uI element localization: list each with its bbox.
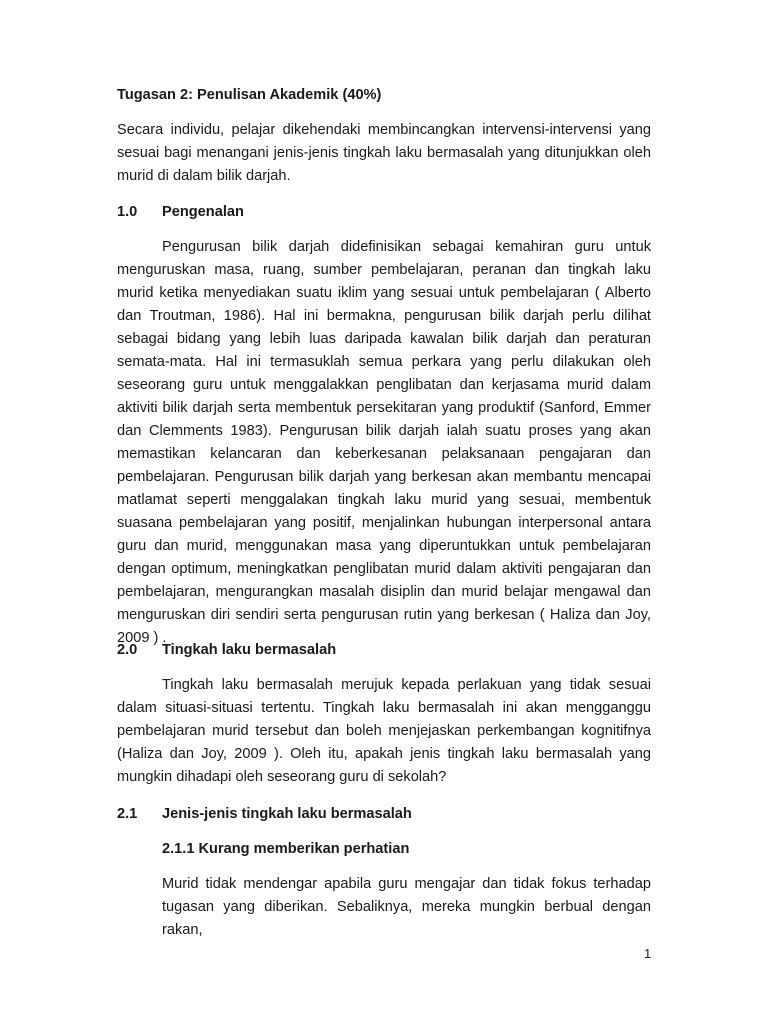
section-2-1-number: 2.1 bbox=[117, 806, 138, 822]
section-1-heading bbox=[117, 201, 244, 224]
page-number: 1 bbox=[644, 946, 652, 961]
document-title: Tugasan 2: Penulisan Akademik (40%) bbox=[117, 87, 382, 103]
section-2-1-title: Jenis-jenis tingkah laku bermasalah bbox=[162, 806, 412, 822]
sub-heading-2-1-1: 2.1.1 Kurang memberikan perhatian bbox=[162, 841, 410, 857]
section-2-title: Tingkah laku bermasalah bbox=[162, 642, 337, 658]
intro-paragraph: Secara individu, pelajar dikehendaki membincangkan intervensi-intervensi yang sesuai bagi menangani jenis-jenis tingkah laku bermasalah yang ditunjukkan oleh murid di dalam bilik darjah. bbox=[117, 122, 651, 184]
section-2-1-1-paragraph: Murid tidak mendengar apabila guru mengajar dan tidak fokus terhadap tugasan yang diberikan. Sebaliknya, mereka mungkin berbual dengan rakan, bbox=[162, 876, 651, 938]
section-1-paragraph: Pengurusan bilik darjah didefinisikan sebagai kemahiran guru untuk menguruskan masa, ruang, sumber pembelajaran, peranan dan tingkah laku murid ketika menyediakan suatu iklim yang sesuai untuk pembelajaran ( Alberto dan Troutman, 1986). Hal ini bermakna, pengurusan bilik darjah perlu dilihat sebagai bidang yang lebih luas daripada kawalan bilik darjah dan peraturan semata-mata. Hal ini termasuklah semua perkara yang perlu dilakukan oleh seseorang guru untuk menggalakkan penglibatan dan kerjasama murid dalam aktiviti bilik darjah serta membentuk persekitaran yang produktif (Sanford, Emmer dan Clemments 1983). Pengurusan bilik darjah ialah suatu proses yang akan memastikan kelancaran dan keberkesanan pelaksanaan pengajaran dan pembelajaran. Pengurusan bilik darjah yang berkesan akan membantu mencapai matlamat seperti menggalakan tingkah laku murid yang sesuai, membentuk suasana pembelajaran yang positif, menjalinkan hubungan interpersonal antara guru dan murid, menggunakan masa yang diperuntukkan untuk pembelajaran dengan optimum, meningkatkan penglibatan murid dalam aktiviti pengajaran dan pembelajaran, mengurangkan masalah disiplin dan murid belajar mengawal dan menguruskan diri sendiri serta pengurusan rutin yang berkesan ( Haliza dan Joy, 2009 ) . bbox=[117, 239, 651, 646]
section-1-number: 1.0 bbox=[117, 204, 138, 220]
section-2-1-heading bbox=[117, 803, 412, 826]
section-2-heading bbox=[117, 639, 336, 662]
section-2-number: 2.0 bbox=[117, 642, 138, 658]
section-1-title: Pengenalan bbox=[162, 204, 244, 220]
section-2-paragraph: Tingkah laku bermasalah merujuk kepada perlakuan yang tidak sesuai dalam situasi-situasi tertentu. Tingkah laku bermasalah ini akan mengganggu pembelajaran murid tersebut dan boleh menjejaskan perkembangan kognitifnya (Haliza dan Joy, 2009 ). Oleh itu, apakah jenis tingkah laku bermasalah yang mungkin dihadapi oleh seseorang guru di sekolah? bbox=[117, 677, 651, 785]
